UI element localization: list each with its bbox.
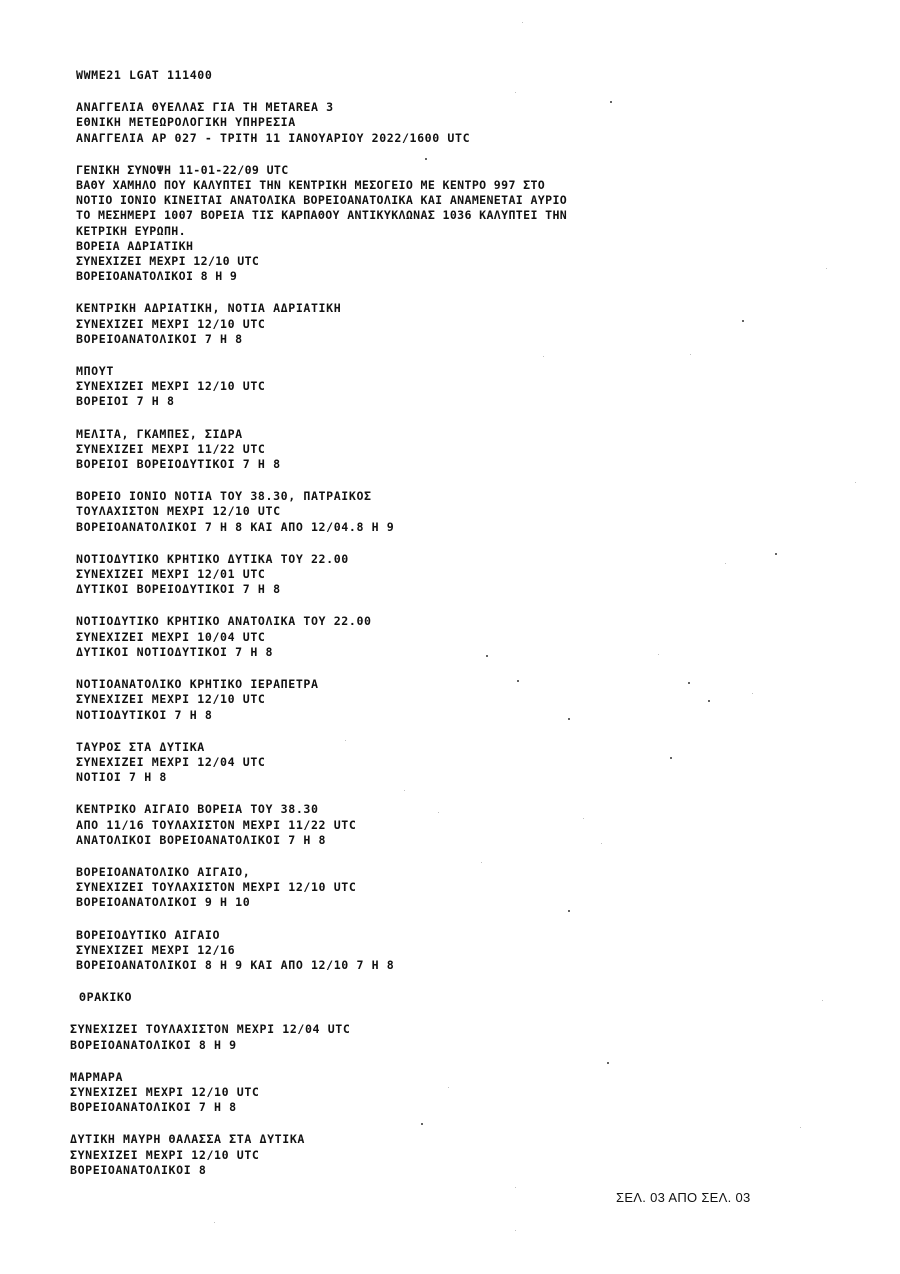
wind-forecast: ΒΟΡΕΙΟΑΝΑΤΟΛΙΚΟΙ 8 Η 9 ΚΑΙ ΑΠΟ 12/10 7 Η 8 [76,957,395,972]
forecast-area-section [76,865,796,911]
wind-forecast: ΒΟΡΕΙΟΙ 7 Η 8 [76,394,175,409]
forecast-area-section [76,928,796,974]
warning-duration: ΑΠΟ 11/16 ΤΟΥΛΑΧΙΣΤΟΝ ΜΕΧΡΙ 11/22 UTC [76,817,357,832]
wind-forecast: ΔΥΤΙΚΟΙ ΝΟΤΙΟΔΥΤΙΚΟΙ 7 Η 8 [76,644,274,659]
area-name: ΝΟΤΙΟΑΝΑΤΟΛΙΚΟ ΚΡΗΤΙΚΟ ΙΕΡΑΠΕΤΡΑ [76,677,319,692]
warning-duration: ΣΥΝΕΧΙΖΕΙ ΤΟΥΛΑΧΙΣΤΟΝ ΜΕΧΡΙ 12/10 UTC [76,880,357,895]
page-number: ΣΕΛ. 03 ΑΠΟ ΣΕΛ. 03 [616,1190,751,1205]
warning-duration: ΣΥΝΕΧΙΖΕΙ ΜΕΧΡΙ 12/16 [76,942,236,957]
warning-duration: ΣΥΝΕΧΙΖΕΙ ΜΕΧΡΙ 11/22 UTC [76,441,266,456]
wind-forecast: ΒΟΡΕΙΟΑΝΑΤΟΛΙΚΟΙ 7 Η 8 ΚΑΙ ΑΠΟ 12/04.8 Η 9 [76,519,395,534]
forecast-area-section [76,740,796,786]
wind-forecast: ΒΟΡΕΙΟΑΝΑΤΟΛΙΚΟΙ 9 Η 10 [76,895,251,910]
forecast-area-section [70,1070,796,1116]
forecast-area-section [76,802,796,848]
warning-duration: ΣΥΝΕΧΙΖΕΙ ΜΕΧΡΙ 12/10 UTC [70,1084,260,1099]
forecast-area-section [76,614,796,660]
synopsis-line: ΒΟΡΕΙΑ ΑΔΡΙΑΤΙΚΗ [76,238,194,253]
scan-speck [822,1000,823,1001]
area-name: ΚΕΝΤΡΙΚΗ ΑΔΡΙΑΤΙΚΗ, ΝΟΤΙΑ ΑΔΡΙΑΤΙΚΗ [76,301,342,316]
bulletin-body [70,68,796,1195]
header-title-line: ΑΝΑΓΓΕΛΙΑ ΘΥΕΛΛΑΣ ΓΙΑ ΤΗ METAREA 3 [76,100,334,115]
header-title-line: ΕΘΝΙΚΗ ΜΕΤΕΩΡΟΛΟΓΙΚΗ ΥΠΗΡΕΣΙΑ [76,115,296,130]
general-synopsis [76,163,796,285]
area-name: ΝΟΤΙΟΔΥΤΙΚΟ ΚΡΗΤΙΚΟ ΔΥΤΙΚΑ ΤΟΥ 22.00 [76,551,349,566]
forecast-area-section [76,489,796,535]
area-name: ΒΟΡΕΙΟΔΥΤΙΚΟ ΑΙΓΑΙΟ [76,927,221,942]
forecast-area-section [70,1132,796,1178]
scan-speck [522,22,523,23]
area-name: ΜΠΟΥΤ [76,364,114,379]
synopsis-heading: ΓΕΝΙΚΗ ΣΥΝΟΨΗ 11-01-22/09 UTC [76,162,289,177]
wind-forecast: ΒΟΡΕΙΟΑΝΑΤΟΛΙΚΟΙ 7 Η 8 [76,331,243,346]
forecast-area-section [70,1022,796,1052]
wind-forecast: ΒΟΡΕΙΟΑΝΑΤΟΛΙΚΟΙ 7 Η 8 [70,1100,237,1115]
wind-forecast: ΒΟΡΕΙΟΑΝΑΤΟΛΙΚΟΙ 8 Η 9 [70,1037,237,1052]
scan-speck [515,1230,516,1231]
bulletin-header [76,100,796,146]
warning-duration: ΣΥΝΕΧΙΖΕΙ ΜΕΧΡΙ 12/10 UTC [76,316,266,331]
forecast-area-section [76,677,796,723]
wind-forecast: ΔΥΤΙΚΟΙ ΒΟΡΕΙΟΔΥΤΙΚΟΙ 7 Η 8 [76,582,281,597]
area-name: ΜΑΡΜΑΡΑ [70,1069,124,1084]
synopsis-line: ΝΟΤΙΟ ΙΟΝΙΟ ΚΙΝΕΙΤΑΙ ΑΝΑΤΟΛΙΚΑ ΒΟΡΕΙΟΑΝΑΤΟΛΙΚΑ ΚΑΙ ΑΝΑΜΕΝΕΤΑΙ ΑΥΡΙΟ [76,193,568,208]
area-name: ΒΟΡΕΙΟ ΙΟΝΙΟ ΝΟΤΙΑ ΤΟΥ 38.30, ΠΑΤΡΑΙΚΟΣ [76,489,372,504]
warning-duration: ΣΥΝΕΧΙΖΕΙ ΜΕΧΡΙ 10/04 UTC [76,629,266,644]
synopsis-line: ΤΟ ΜΕΣΗΜΕΡΙ 1007 ΒΟΡΕΙΑ ΤΙΣ ΚΑΡΠΑΘΟΥ ΑΝΤΙΚΥΚΛΩΝΑΣ 1036 ΚΑΛΥΠΤΕΙ ΤΗΝ [76,208,568,223]
area-name: ΝΟΤΙΟΔΥΤΙΚΟ ΚΡΗΤΙΚΟ ΑΝΑΤΟΛΙΚΑ ΤΟΥ 22.00 [76,614,372,629]
forecast-area-section [79,990,796,1005]
warning-duration: ΣΥΝΕΧΙΖΕΙ ΜΕΧΡΙ 12/10 UTC [70,1147,260,1162]
wind-forecast: ΝΟΤΙΟΔΥΤΙΚΟΙ 7 Η 8 [76,707,213,722]
scan-speck [800,1127,801,1128]
area-name: ΜΕΛΙΤΑ, ΓΚΑΜΠΕΣ, ΣΙΔΡΑ [76,426,243,441]
scan-speck [214,1222,215,1223]
synopsis-line: ΒΟΡΕΙΟΑΝΑΤΟΛΙΚΟΙ 8 Η 9 [76,269,238,284]
synopsis-line: ΣΥΝΕΧΙΖΕΙ ΜΕΧΡΙ 12/10 UTC [76,254,260,269]
synopsis-line: ΚΕΤΡΙΚΗ ΕΥΡΩΠΗ. [76,223,186,238]
warning-duration: ΣΥΝΕΧΙΖΕΙ ΜΕΧΡΙ 12/04 UTC [76,754,266,769]
area-name: ΒΟΡΕΙΟΑΝΑΤΟΛΙΚΟ ΑΙΓΑΙΟ, [76,864,251,879]
warning-duration: ΣΥΝΕΧΙΖΕΙ ΜΕΧΡΙ 12/10 UTC [76,379,266,394]
synopsis-line: ΒΑΘΥ ΧΑΜΗΛΟ ΠΟΥ ΚΑΛΥΠΤΕΙ ΤΗΝ ΚΕΝΤΡΙΚΗ ΜΕΣΟΓΕΙΟ ΜΕ ΚΕΝΤΡΟ 997 ΣΤΟ [76,178,546,193]
area-name: ΚΕΝΤΡΙΚΟ ΑΙΓΑΙΟ ΒΟΡΕΙΑ ΤΟΥ 38.30 [76,802,319,817]
wind-forecast: ΝΟΤΙΟΙ 7 Η 8 [76,770,167,785]
scan-speck [826,268,827,269]
warning-duration: ΣΥΝΕΧΙΖΕΙ ΤΟΥΛΑΧΙΣΤΟΝ ΜΕΧΡΙ 12/04 UTC [70,1022,351,1037]
forecast-area-section [76,427,796,473]
area-name: ΘΡΑΚΙΚΟ [79,990,133,1005]
warning-duration: ΤΟΥΛΑΧΙΣΤΟΝ ΜΕΧΡΙ 12/10 UTC [76,504,281,519]
warning-duration: ΣΥΝΕΧΙΖΕΙ ΜΕΧΡΙ 12/01 UTC [76,567,266,582]
bulletin-id-line: WWME21 LGAT 111400 [76,68,213,82]
wind-forecast: ΒΟΡΕΙΟΑΝΑΤΟΛΙΚΟΙ 8 [70,1162,207,1177]
bulletin-id [76,68,796,83]
scan-speck [855,482,856,483]
area-name: ΔΥΤΙΚΗ ΜΑΥΡΗ ΘΑΛΑΣΣΑ ΣΤΑ ΔΥΤΙΚΑ [70,1132,305,1147]
forecast-area-section [76,301,796,347]
forecast-area-section [76,552,796,598]
area-name: ΤΑΥΡΟΣ ΣΤΑ ΔΥΤΙΚΑ [76,739,205,754]
wind-forecast: ΑΝΑΤΟΛΙΚΟΙ ΒΟΡΕΙΟΑΝΑΤΟΛΙΚΟΙ 7 Η 8 [76,832,327,847]
wind-forecast: ΒΟΡΕΙΟΙ ΒΟΡΕΙΟΔΥΤΙΚΟΙ 7 Η 8 [76,457,281,472]
forecast-area-section [76,364,796,410]
warning-duration: ΣΥΝΕΧΙΖΕΙ ΜΕΧΡΙ 12/10 UTC [76,692,266,707]
header-title-line: ΑΝΑΓΓΕΛΙΑ ΑΡ 027 - ΤΡΙΤΗ 11 ΙΑΝΟΥΑΡΙΟΥ 2022/1600 UTC [76,130,471,145]
